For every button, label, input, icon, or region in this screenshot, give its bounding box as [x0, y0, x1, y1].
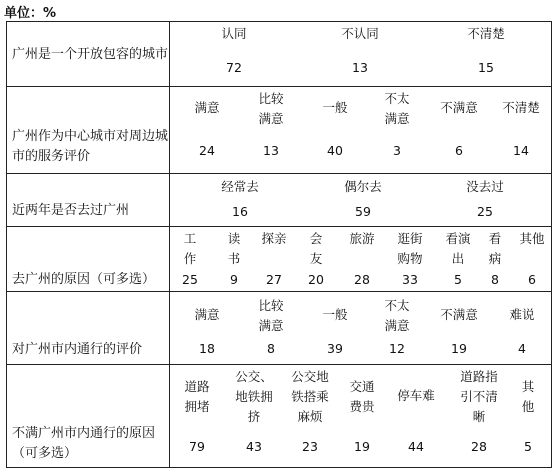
option-label: 公交、地铁拥挤	[235, 369, 273, 424]
option-value: 18	[199, 341, 215, 356]
option-label: 不清楚	[502, 100, 540, 115]
option-value: 28	[471, 439, 487, 454]
option-value: 9	[230, 272, 238, 287]
option-label: 比较满意	[258, 298, 284, 333]
option-value: 15	[478, 60, 494, 75]
option-label: 偶尔去	[344, 179, 382, 194]
option-value: 13	[352, 60, 368, 75]
row-divider	[6, 86, 552, 87]
option-value: 28	[354, 272, 370, 287]
option-value: 19	[451, 341, 467, 356]
question-visit-reasons: 去广州的原因（可多选）	[12, 272, 156, 287]
option-label: 读书	[227, 231, 241, 266]
row-divider	[6, 21, 552, 22]
option-value: 4	[518, 341, 526, 356]
unit-label: 单位：%	[4, 6, 57, 21]
option-label: 认同	[221, 26, 247, 41]
question-transit-evaluation: 对广州市内通行的评价	[12, 342, 143, 357]
option-label: 其他	[521, 379, 535, 414]
option-value: 14	[513, 143, 529, 158]
option-value: 6	[455, 143, 463, 158]
option-value: 27	[266, 272, 282, 287]
option-label: 不满意	[440, 307, 478, 322]
table-left-border	[6, 21, 7, 468]
option-label: 难说	[509, 307, 535, 322]
option-value: 59	[355, 204, 371, 219]
option-label: 不认同	[341, 26, 379, 41]
option-label: 一般	[322, 100, 348, 115]
option-value: 39	[327, 341, 343, 356]
option-value: 6	[528, 272, 536, 287]
option-label: 不清楚	[467, 26, 505, 41]
question-service-evaluation: 广州作为中心城市对周边城市的服务评价	[12, 129, 169, 164]
option-label: 停车难	[397, 388, 435, 403]
option-value: 72	[226, 60, 242, 75]
row-divider	[6, 364, 552, 365]
table-right-border	[551, 21, 552, 468]
option-label: 逛街购物	[397, 231, 423, 266]
option-value: 5	[524, 439, 532, 454]
column-divider	[169, 21, 170, 468]
option-value: 5	[454, 272, 462, 287]
option-label: 道路指引不清晰	[460, 369, 498, 424]
row-divider	[6, 467, 552, 468]
option-value: 20	[308, 272, 324, 287]
option-value: 8	[491, 272, 499, 287]
option-label: 没去过	[466, 179, 504, 194]
option-label: 工作	[183, 231, 197, 266]
question-transit-dissatisfaction: 不满广州市内通行的原因（可多选）	[12, 426, 156, 461]
option-value: 19	[354, 439, 370, 454]
option-label: 交通费贵	[349, 379, 375, 414]
row-divider	[6, 291, 552, 292]
option-label: 满意	[194, 307, 220, 322]
option-label: 不满意	[440, 100, 478, 115]
option-value: 24	[199, 143, 215, 158]
option-value: 40	[327, 143, 343, 158]
option-label: 比较满意	[258, 91, 284, 126]
option-label: 看演出	[445, 231, 471, 266]
option-label: 不太满意	[384, 91, 410, 126]
row-divider	[6, 173, 552, 174]
option-label: 看病	[488, 231, 502, 266]
option-value: 25	[477, 204, 493, 219]
option-value: 16	[232, 204, 248, 219]
option-label: 旅游	[349, 231, 375, 246]
option-value: 79	[189, 439, 205, 454]
row-divider	[6, 226, 552, 227]
option-label: 其他	[519, 231, 545, 246]
question-open-inclusive: 广州是一个开放包容的城市	[12, 47, 169, 62]
option-value: 13	[263, 143, 279, 158]
question-visited-recently: 近两年是否去过广州	[12, 203, 130, 218]
option-value: 43	[246, 439, 262, 454]
option-label: 一般	[322, 307, 348, 322]
option-value: 33	[402, 272, 418, 287]
survey-table	[6, 21, 552, 468]
option-label: 不太满意	[384, 298, 410, 333]
option-label: 经常去	[221, 179, 259, 194]
option-value: 25	[182, 272, 198, 287]
option-value: 44	[408, 439, 424, 454]
option-label: 道路拥堵	[184, 379, 210, 414]
option-label: 满意	[194, 100, 220, 115]
option-value: 8	[267, 341, 275, 356]
option-value: 3	[393, 143, 401, 158]
option-value: 12	[389, 341, 405, 356]
option-value: 23	[302, 439, 318, 454]
option-label: 会友	[309, 231, 323, 266]
option-label: 探亲	[261, 231, 287, 246]
option-label: 公交地铁搭乘麻烦	[291, 369, 329, 424]
